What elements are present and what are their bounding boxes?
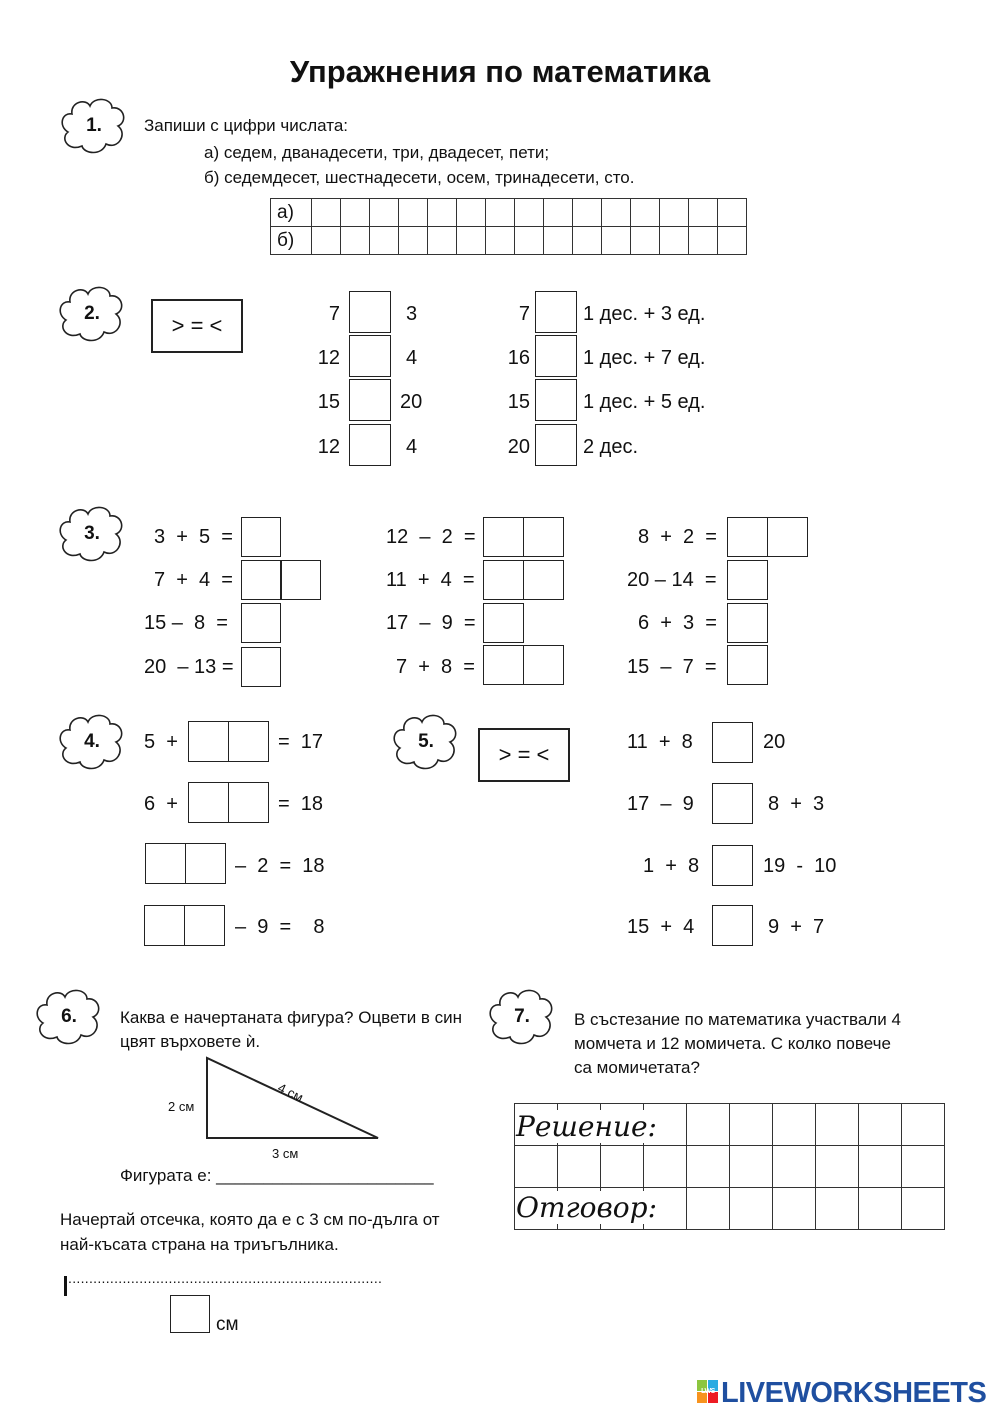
ex3-answer-box[interactable] <box>523 560 564 600</box>
answer-cell[interactable] <box>312 199 341 227</box>
exercise-1-badge <box>58 94 130 158</box>
ex6-task-line2: най-късата страна на триъгълника. <box>60 1235 339 1254</box>
exercise-number: 6. <box>61 1006 77 1027</box>
ex4-answer-box[interactable] <box>188 782 229 823</box>
logo-letters: LWS <box>701 1388 715 1395</box>
ex1-instruction: Запиши с цифри числата: <box>144 116 349 135</box>
ex3-answer-box[interactable] <box>483 560 524 600</box>
ex1-line-a: а) седем, дванадесети, три, двадесет, пети; <box>204 143 550 162</box>
answer-cell[interactable] <box>689 227 718 255</box>
answer-cell[interactable] <box>573 227 602 255</box>
grid-cell[interactable] <box>730 1104 773 1146</box>
ex4-answer-box[interactable] <box>144 905 185 946</box>
exercise-number: 1. <box>86 115 102 136</box>
ex5-left: 15 + 4 <box>627 916 695 938</box>
ex2-left-a: 7 <box>328 303 340 325</box>
answer-cell[interactable] <box>486 199 515 227</box>
ex3-answer-box[interactable] <box>767 517 808 557</box>
figure-label: Фигурата е: _______________________ <box>120 1166 434 1185</box>
exercise-3-badge <box>56 502 128 566</box>
ex4-prefix: 5 + <box>144 731 178 753</box>
ex2-right-b: 1 дес. + 7 ед. <box>583 347 706 369</box>
ex7-text-line2: момчета и 12 момичета. С колко повече <box>574 1034 891 1053</box>
ex3-answer-box[interactable] <box>241 560 281 600</box>
answer-cell[interactable] <box>486 227 515 255</box>
answer-cell[interactable] <box>515 227 544 255</box>
grid-cell[interactable] <box>816 1188 859 1230</box>
brand-name: LIVEWORKSHEETS <box>721 1377 987 1409</box>
grid-cell[interactable] <box>773 1146 816 1188</box>
ex2-right-b: 1 дес. + 3 ед. <box>583 303 706 325</box>
ex2-left-a: 12 <box>317 436 340 458</box>
ex5-symbols-box: > = < <box>478 728 570 782</box>
ex2-left-b: 20 <box>400 391 423 413</box>
ex4-answer-box[interactable] <box>228 721 269 762</box>
ex2-answer-box[interactable] <box>349 335 391 377</box>
ex7-text-line1: В състезание по математика участвали 4 <box>574 1010 901 1029</box>
grid-cell[interactable] <box>687 1104 730 1146</box>
grid-cell[interactable] <box>515 1146 558 1188</box>
answer-cell[interactable] <box>660 227 689 255</box>
grid-cell[interactable] <box>859 1104 902 1146</box>
exercise-2-badge <box>56 282 128 346</box>
ex5-answer-box[interactable] <box>712 722 753 763</box>
answer-cell[interactable] <box>370 227 399 255</box>
ex4-answer-box[interactable] <box>145 843 186 884</box>
ex3-expr: 11 + 4 = <box>386 569 475 591</box>
ex3-expr: 7 + 4 = <box>154 569 233 591</box>
answer-cell[interactable] <box>631 199 660 227</box>
ex3-answer-box[interactable] <box>483 517 524 557</box>
ex2-left-a: 15 <box>317 391 340 413</box>
answer-cell[interactable] <box>341 227 370 255</box>
answer-cell[interactable] <box>399 199 428 227</box>
answer-cell[interactable] <box>718 199 747 227</box>
answer-cell[interactable] <box>341 199 370 227</box>
ex3-expr: 8 + 2 = <box>638 526 717 548</box>
ex5-right: 20 <box>763 731 786 753</box>
answer-cell[interactable] <box>428 199 457 227</box>
ex4-answer-box[interactable] <box>228 782 269 823</box>
grid-cell[interactable] <box>902 1104 945 1146</box>
grid-cell[interactable] <box>644 1146 687 1188</box>
ex3-expr: 17 – 9 = <box>386 612 476 634</box>
grid-cell[interactable] <box>773 1188 816 1230</box>
ex3-answer-box[interactable] <box>727 645 768 685</box>
unit-label: см <box>216 1314 239 1335</box>
grid-cell[interactable] <box>601 1146 644 1188</box>
answer-cell[interactable] <box>689 199 718 227</box>
brand-logo <box>697 1380 719 1404</box>
ex2-answer-box[interactable] <box>535 335 577 377</box>
ex2-answer-box[interactable] <box>349 424 391 466</box>
ex5-answer-box[interactable] <box>712 783 753 824</box>
answer-cell[interactable] <box>573 199 602 227</box>
exercise-4-badge <box>56 710 128 774</box>
ex2-left-b: 4 <box>406 436 418 458</box>
ex3-expr: 20 – 14 = <box>627 569 717 591</box>
row-label-b: б) <box>271 227 312 255</box>
exercise-7-badge <box>486 985 558 1049</box>
ex4-answer-box[interactable] <box>185 843 226 884</box>
ex3-answer-box[interactable] <box>241 647 281 687</box>
ex6-question-line2: цвят върховете ѝ. <box>120 1032 261 1051</box>
ex6-question-line1: Каква е начертаната фигура? Оцвети в син <box>120 1008 463 1027</box>
answer-cell[interactable] <box>399 227 428 255</box>
ex2-right-a: 16 <box>507 347 530 369</box>
grid-cell[interactable] <box>816 1146 859 1188</box>
segment-length-box[interactable] <box>170 1295 210 1333</box>
grid-cell[interactable] <box>730 1146 773 1188</box>
answer-cell[interactable] <box>515 199 544 227</box>
answer-cell[interactable] <box>718 227 747 255</box>
ex5-right: 8 + 3 <box>768 793 825 815</box>
exercise-6-badge <box>33 985 105 1049</box>
grid-cell[interactable] <box>859 1146 902 1188</box>
ex3-expr: 3 + 5 = <box>154 526 233 548</box>
ex1-line-b: б) седемдесет, шестнадесети, осем, тринадесети, сто. <box>204 168 635 187</box>
ex3-answer-box[interactable] <box>523 517 564 557</box>
grid-cell[interactable] <box>859 1188 902 1230</box>
segment-start-mark <box>64 1276 67 1296</box>
ex4-suffix: = 18 <box>278 793 324 815</box>
ex4-answer-box[interactable] <box>184 905 225 946</box>
ex3-answer-box[interactable] <box>727 517 768 557</box>
ex2-answer-box[interactable] <box>349 379 391 421</box>
grid-cell[interactable] <box>730 1188 773 1230</box>
answer-cell[interactable] <box>370 199 399 227</box>
ex4-prefix: 6 + <box>144 793 178 815</box>
answer-cell[interactable] <box>544 199 573 227</box>
exercise-number: 5. <box>418 731 434 752</box>
side-label-bottom: 3 см <box>272 1146 299 1161</box>
ex2-left-b: 3 <box>406 303 418 325</box>
ex3-expr: 15 – 7 = <box>627 656 717 678</box>
ex3-expr: 12 – 2 = <box>386 526 476 548</box>
ex3-answer-box[interactable] <box>523 645 564 685</box>
ex3-expr: 20 – 13 = <box>144 656 234 678</box>
answer-label: Отговор: <box>516 1191 658 1224</box>
ex5-right: 19 - 10 <box>763 855 837 877</box>
ex3-answer-box[interactable] <box>483 603 524 643</box>
answer-cell[interactable] <box>602 199 631 227</box>
side-label-hypotenuse: 4 см <box>275 1080 306 1106</box>
ex4-suffix: – 9 = 8 <box>235 916 325 938</box>
ex2-left-b: 4 <box>406 347 418 369</box>
ex5-left: 11 + 8 <box>627 731 693 753</box>
exercise-number: 3. <box>84 523 100 544</box>
grid-cell[interactable] <box>558 1146 601 1188</box>
ex3-answer-box[interactable] <box>727 560 768 600</box>
exercise-5-badge <box>390 710 462 774</box>
ex2-right-a: 20 <box>507 436 530 458</box>
ex2-right-b: 2 дес. <box>583 436 639 458</box>
ex2-answer-box[interactable] <box>535 291 577 333</box>
grid-cell[interactable] <box>902 1188 945 1230</box>
ex4-suffix: = 17 <box>278 731 324 753</box>
page-title: Упражнения по математика <box>289 54 711 89</box>
ex3-expr: 7 + 8 = <box>396 656 475 678</box>
ex4-suffix: – 2 = 18 <box>235 855 325 877</box>
ex2-answer-box[interactable] <box>535 424 577 466</box>
ex3-answer-box[interactable] <box>241 603 281 643</box>
answer-cell[interactable] <box>660 199 689 227</box>
ex3-answer-box[interactable] <box>241 517 281 557</box>
ex5-answer-box[interactable] <box>712 845 753 886</box>
ex5-answer-box[interactable] <box>712 905 753 946</box>
ex1-answer-grid <box>270 198 747 255</box>
grid-cell[interactable] <box>902 1146 945 1188</box>
exercise-number: 7. <box>514 1006 530 1027</box>
ex2-symbols-box: > = < <box>151 299 243 353</box>
ex5-left: 17 – 9 <box>627 793 694 815</box>
answer-cell[interactable] <box>457 199 486 227</box>
segment-draw-line[interactable]: ........................................................................... <box>68 1270 383 1286</box>
ex6-task-line1: Начертай отсечка, която да е с 3 см по-дълга от <box>60 1210 440 1229</box>
answer-cell[interactable] <box>602 227 631 255</box>
answer-cell[interactable] <box>544 227 573 255</box>
answer-cell[interactable] <box>631 227 660 255</box>
exercise-number: 4. <box>84 731 100 752</box>
ex2-right-a: 7 <box>518 303 530 325</box>
answer-cell[interactable] <box>457 227 486 255</box>
ex2-answer-box[interactable] <box>349 291 391 333</box>
ex2-left-a: 12 <box>317 347 340 369</box>
ex5-left: 1 + 8 <box>643 855 700 877</box>
ex3-expr: 6 + 3 = <box>638 612 717 634</box>
solution-label: Решение: <box>516 1110 657 1143</box>
row-label-a: а) <box>271 199 312 227</box>
ex3-answer-box[interactable] <box>483 645 524 685</box>
grid-cell[interactable] <box>687 1188 730 1230</box>
answer-cell[interactable] <box>312 227 341 255</box>
grid-cell[interactable] <box>687 1146 730 1188</box>
grid-cell[interactable] <box>773 1104 816 1146</box>
answer-cell[interactable] <box>428 227 457 255</box>
side-label-left: 2 см <box>168 1099 195 1114</box>
grid-cell[interactable] <box>816 1104 859 1146</box>
ex3-expr: 15 – 8 = <box>144 612 228 634</box>
ex2-right-a: 15 <box>507 391 530 413</box>
ex4-answer-box[interactable] <box>188 721 229 762</box>
ex7-text-line3: са момичетата? <box>574 1058 700 1077</box>
ex2-answer-box[interactable] <box>535 379 577 421</box>
ex3-answer-box[interactable] <box>281 560 321 600</box>
ex3-answer-box[interactable] <box>727 603 768 643</box>
ex5-right: 9 + 7 <box>768 916 825 938</box>
exercise-number: 2. <box>84 303 100 324</box>
ex2-right-b: 1 дес. + 5 ед. <box>583 391 706 413</box>
